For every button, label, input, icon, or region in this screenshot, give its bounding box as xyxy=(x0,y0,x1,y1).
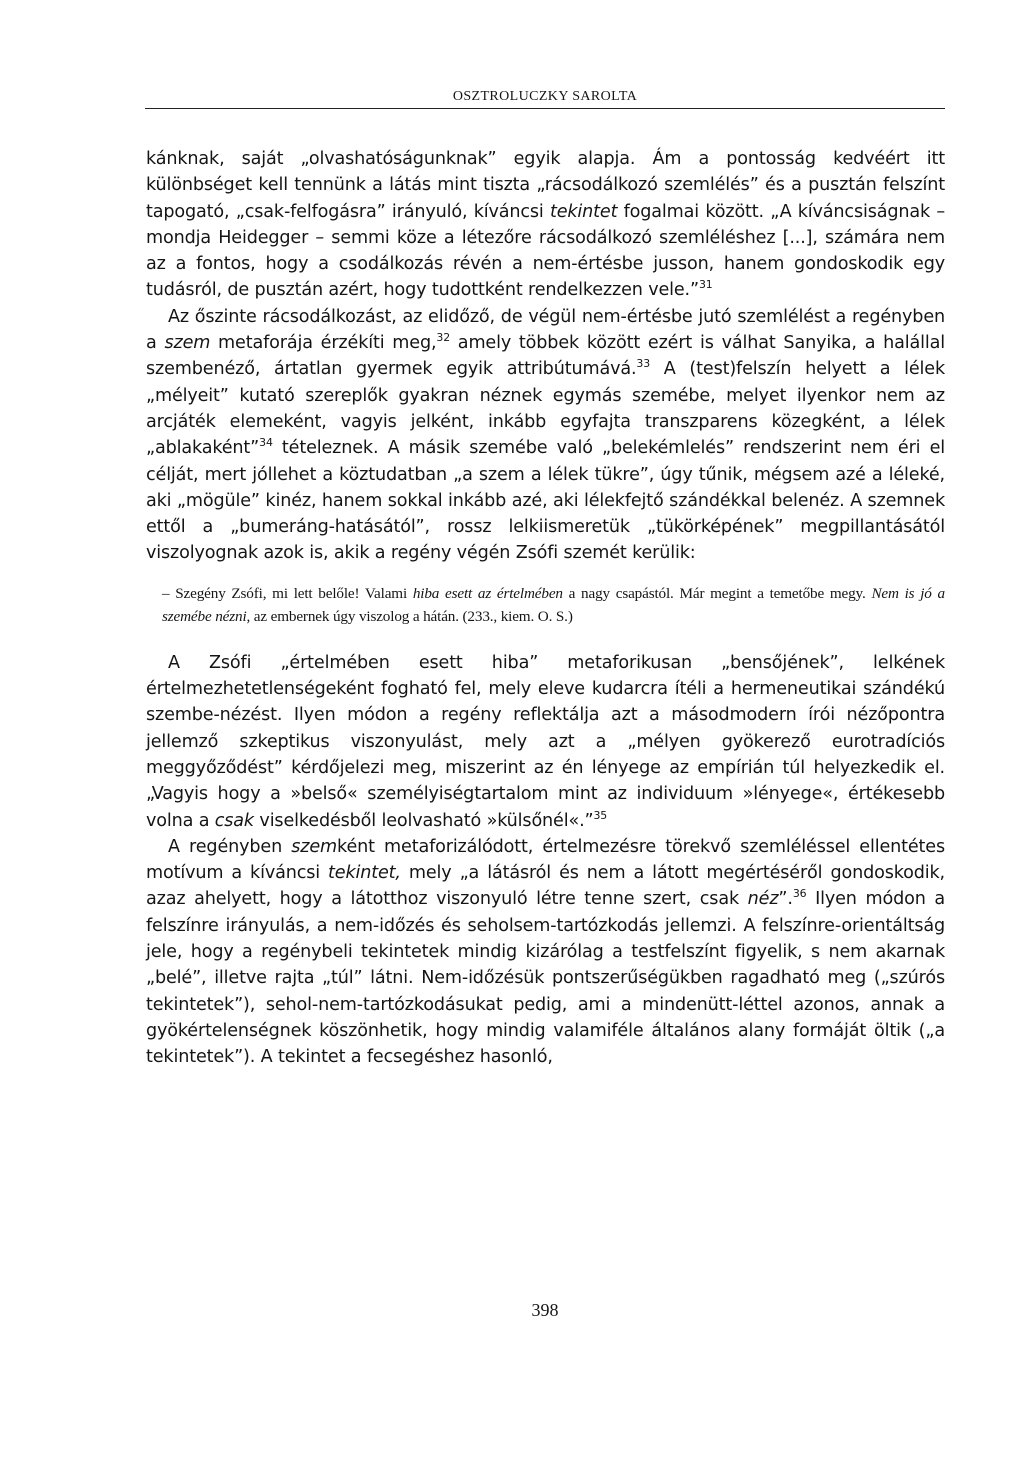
block-quote xyxy=(162,582,945,628)
italic-term: tekintet, xyxy=(328,863,401,884)
footnote-ref: 31 xyxy=(698,278,713,292)
footnote-ref: 34 xyxy=(259,436,273,450)
text-run: kánknak, saját „olvashatóságunknak” egyik alapja. Ám a pontosság kedvéért itt különbséget kell tennünk a látás mint tiszta „rácsodálkozó szemlélés” és a pusztán felszínt tapogató, „csak-felfogásra” irányuló, kíváncsi xyxy=(146,149,945,222)
text-run: fogalmai között. „A kíváncsiságnak – mondja Heidegger – semmi köze a létezőre rácsodálkozó szemléléshez [...], számára nem az a fontos, hogy a csodálkozás révén a nem-értésbe jusson, hanem gondoskodik egy tudásról, de pusztán azért, hogy tudottként rendelkezzen vele.” xyxy=(146,201,945,301)
italic-term: szem xyxy=(291,836,338,857)
text-run: A regényben xyxy=(168,836,292,857)
header-rule xyxy=(145,108,945,109)
text-run: metaforája érzékíti meg, xyxy=(210,333,437,354)
footnote-ref: 33 xyxy=(636,357,650,371)
text-run: ként metaforizálódott, értelmezésre törekvő szemléléssel ellentétes motívum a kíváncsi xyxy=(146,836,945,884)
italic-term: néz xyxy=(747,889,779,910)
footnote-ref: 35 xyxy=(593,808,608,822)
italic-term: csak xyxy=(214,810,254,831)
text-run: Az őszinte rácsodálkozást, az elidőző, de végül nem-értésbe jutó szemlélést a regényben a xyxy=(146,306,945,354)
text-run: mely „a látásról és nem a látott megértéséről gondoskodik, azaz ahelyett, hogy a látotthoz viszonyuló létre tenne szert, csak xyxy=(146,863,945,910)
text-run: viselkedésből leolvasható »külsőnél«.” xyxy=(253,810,594,831)
footnote-ref: 36 xyxy=(792,887,807,901)
text-run: tételeznek. A másik szemébe való „belekémlelés” rendszerint nem éri el célját, mert jóllehet a köztudatban „a szem a lélek tükre”, úgy tűnik, mégsem azé a léleké, aki „mögüle” kinéz, hanem sokkal inkább azé, aki lélekfejtő szándékkal belenéz. A szemnek ettől a „bumeráng-hatásától”, rossz lelkiismeretük „tükörképének” megpillantásától viszolyognak azok is, akik a regény végén Zsófi szemét kerülik: xyxy=(146,438,945,564)
body-text xyxy=(146,146,945,1071)
paragraph xyxy=(146,650,945,834)
italic-term: szem xyxy=(164,333,211,354)
text-run: amely többek között ezért is válhat Sanyika, a halállal szembenéző, ártatlan gyermek egyik attribútumává. xyxy=(146,333,946,380)
paragraph xyxy=(146,834,945,1071)
italic-term: tekintet xyxy=(549,201,618,222)
text-run: , az embernek úgy viszolog a hátán. (233., kiem. O. S.) xyxy=(246,607,573,625)
running-head: OSZTROLUCZKY SAROLTA xyxy=(452,89,638,104)
footnote-ref: 32 xyxy=(436,331,450,344)
text-run: a nagy csapástól. Már megint a temetőbe megy. xyxy=(562,584,872,602)
text-run: – Szegény Zsófi, mi lett belőle! Valami xyxy=(162,584,413,602)
page-number: 398 xyxy=(531,1300,559,1320)
text-run: ”. xyxy=(778,889,793,910)
text-run: Ilyen módon a felszínre irányulás, a nem-időzés és seholsem-tartózkodás jellemzi. A felszínre-orientáltság jele, hogy a regénybeli tekintetek mindig kizárólag a testfelszínt figyelik, s nem akarnak „belé”, illetve rajta „túl” látni. Nem-időzésük pontszerűségükben ragadható meg („szúrós tekintetek”), sehol-nem-tartózkodásukat pedig, ami a mindenütt-léttel azonos, annak a gyökértelenségnek köszönhetik, hogy mindig valamiféle általános alany formáját öltik („a tekintetek”). A tekintet a fecsegéshez hasonló, xyxy=(146,889,945,1068)
italic-term: hiba esett az értelmében xyxy=(412,584,563,602)
text-run: A (test)felszín helyett a lélek „mélyeit” kutató szereplők gyakran néznek egymás szemébe, melyet ilyenkor nem az arcjáték elemeként, vagyis jelként, inkább egyfajta transzparens közegként, a lélek „ablakaként” xyxy=(146,359,946,459)
paragraph-continued xyxy=(146,146,945,304)
italic-term: Nem is jó a szemébe nézni xyxy=(162,584,945,625)
paragraph xyxy=(146,304,945,567)
text-run: A Zsófi „értelmében esett hiba” metaforikusan „bensőjének”, lelkének értelmezhetetlenségeként fogható fel, mely eleve kudarcra ítéli a hermeneutikai szándékú szembe-nézést. Ilyen módon a regény reflektálja azt a másodmodern írói nézőpontra jellemző szkeptikus viszonyulást, mely azt a „mélyen gyökerező eurotradíciós meggyőződést” kérdőjelezi meg, miszerint az én lényege az empírián túl helyezkedik el. „Vagyis hogy a »belső« személyiségtartalom mint az individuum »lényege«, értékesebb volna a xyxy=(146,652,945,831)
